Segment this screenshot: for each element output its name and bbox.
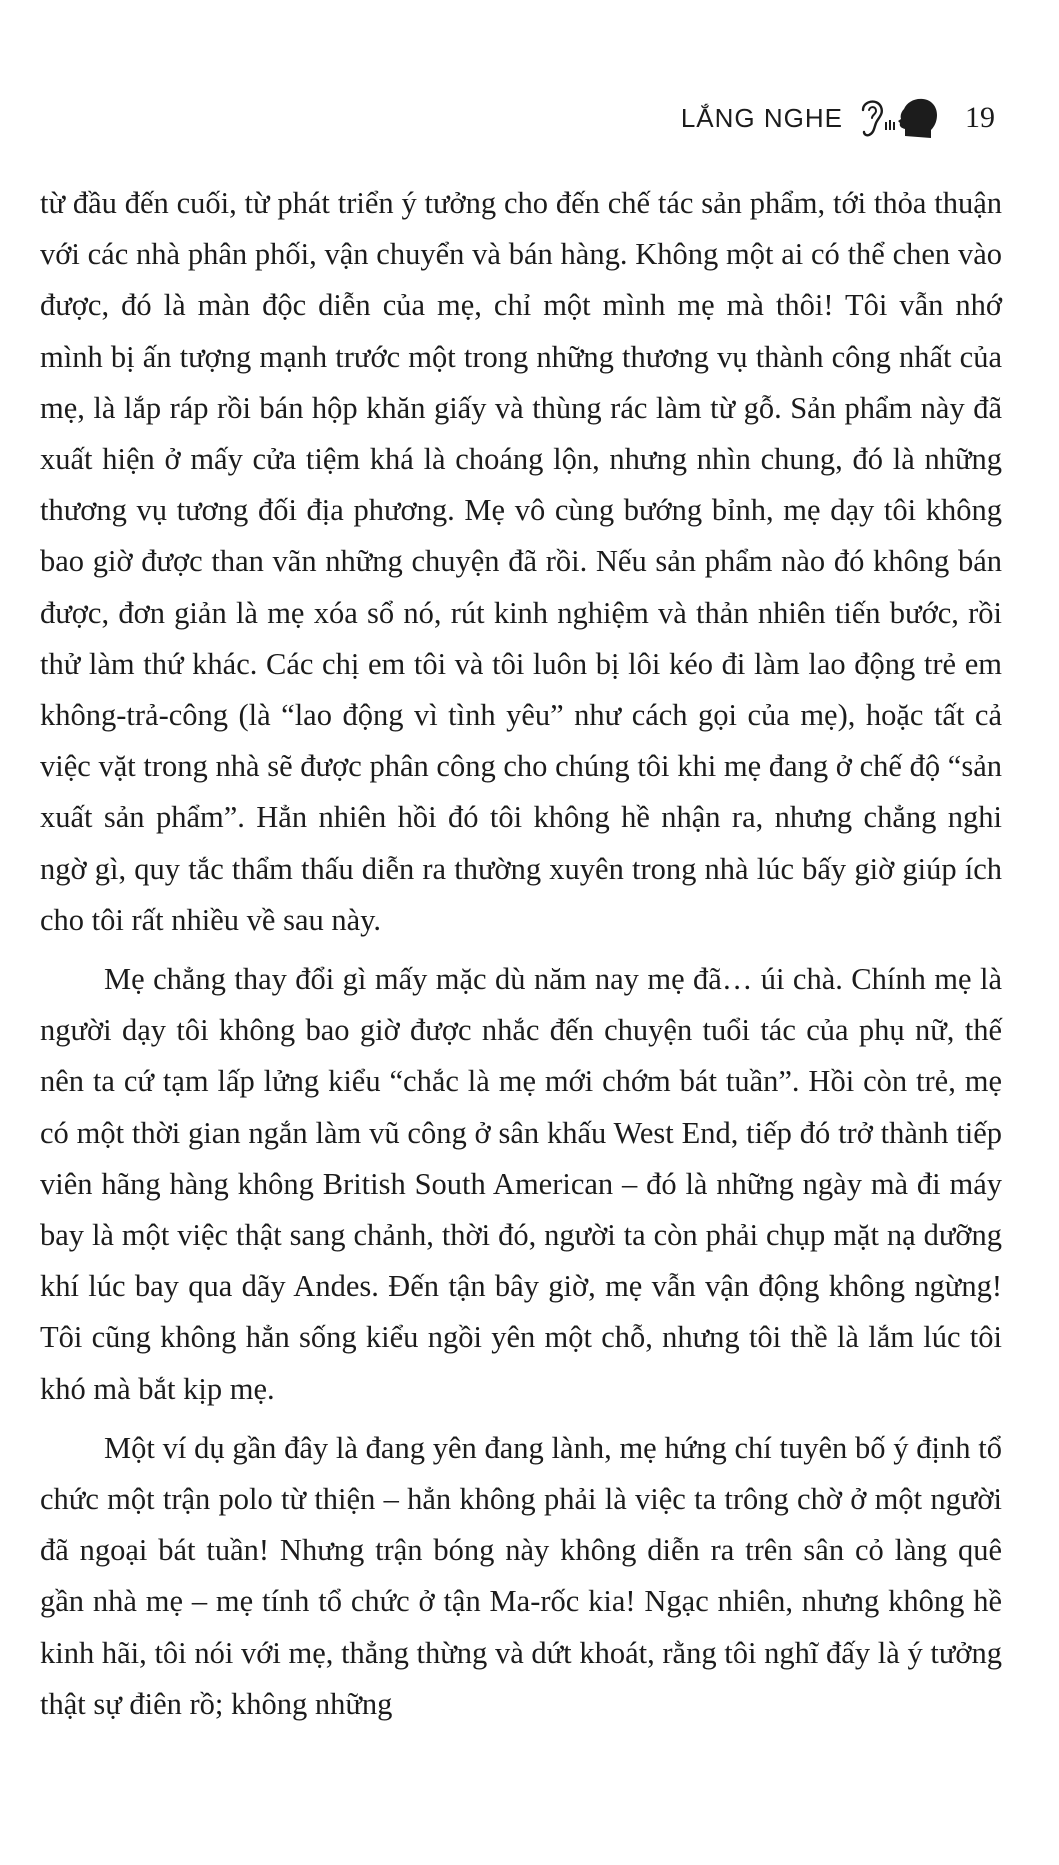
paragraph-3: Một ví dụ gần đây là đang yên đang lành, mẹ hứng chí tuyên bố ý định tổ chức một trận polo từ thiện – hẳn không phải là việc ta trông chờ ở một người đã ngoại bát tuần! Nhưng trận bóng này không diễn ra trên sân cỏ làng quê gần nhà mẹ – mẹ tính tổ chức ở tận Ma-rốc kia! Ngạc nhiên, nhưng không hề kinh hãi, tôi nói với mẹ, thẳng thừng và dứt khoát, rằng tôi nghĩ đấy là ý tưởng thật sự điên rồ; không những [40, 1430, 1002, 1721]
body-text [40, 178, 1002, 1730]
chapter-title: LẮNG NGHE [680, 102, 843, 133]
paragraph-1: từ đầu đến cuối, từ phát triển ý tưởng cho đến chế tác sản phẩm, tới thỏa thuận với các nhà phân phối, vận chuyển và bán hàng. Không một ai có thể chen vào được, đó là màn độc diễn của mẹ, chỉ một mình mẹ mà thôi! Tôi vẫn nhớ mình bị ấn tượng mạnh trước một trong những thương vụ thành công nhất của mẹ, là lắp ráp rồi bán hộp khăn giấy và thùng rác làm từ gỗ. Sản phẩm này đã xuất hiện ở mấy cửa tiệm khá là choáng lộn, nhưng nhìn chung, đó là những thương vụ tương đối địa phương. Mẹ vô cùng bướng bỉnh, mẹ dạy tôi không bao giờ được than vãn những chuyện đã rồi. Nếu sản phẩm nào đó không bán được, đơn giản là mẹ xóa sổ nó, rút kinh nghiệm và thản nhiên tiến bước, rồi thử làm thứ khác. Các chị em tôi và tôi luôn bị lôi kéo đi làm lao động trẻ em không-trả-công (là “lao động vì tình yêu” như cách gọi của mẹ), hoặc tất cả việc vặt trong nhà sẽ được phân công cho chúng tôi khi mẹ đang ở chế độ “sản xuất sản phẩm”. Hẳn nhiên hồi đó tôi không hề nhận ra, nhưng chẳng nghi ngờ gì, quy tắc thẩm thấu diễn ra thường xuyên trong nhà lúc bấy giờ giúp ích cho tôi rất nhiều về sau này. [40, 186, 1002, 937]
running-header [681, 98, 995, 138]
paragraph-2: Mẹ chẳng thay đổi gì mấy mặc dù năm nay mẹ đã… úi chà. Chính mẹ là người dạy tôi không bao giờ được nhắc đến chuyện tuổi tác của phụ nữ, thế nên ta cứ tạm lấp lửng kiểu “chắc là mẹ mới chớm bát tuần”. Hồi còn trẻ, mẹ có một thời gian ngắn làm vũ công ở sân khấu West End, tiếp đó trở thành tiếp viên hãng hàng không British South American – đó là những ngày mà đi máy bay là một việc thật sang chảnh, thời đó, người ta còn phải chụp mặt nạ dưỡng khí lúc bay qua dãy Andes. Đến tận bây giờ, mẹ vẫn vận động không ngừng! Tôi cũng không hẳn sống kiểu ngồi yên một chỗ, nhưng tôi thề là lắm lúc tôi khó mà bắt kịp mẹ. [40, 962, 1002, 1406]
ear-with-head-silhouette-icon [857, 96, 949, 140]
page-number: 19 [965, 101, 995, 134]
